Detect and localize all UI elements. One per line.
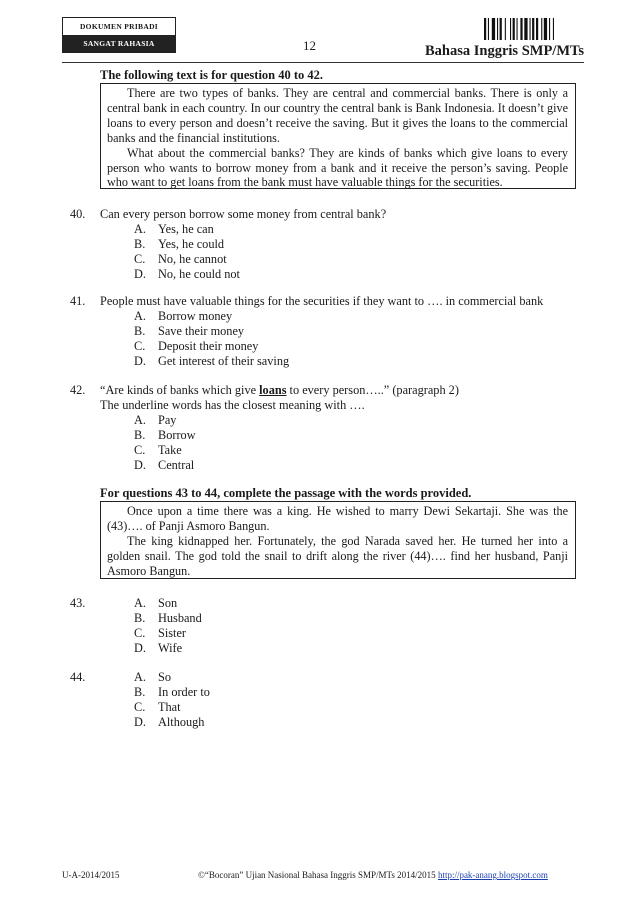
- option-item: C. That: [134, 700, 181, 714]
- passage-banks: [100, 83, 576, 189]
- passage-paragraph: There are two types of banks. They are central and commercial banks. There is only a central bank in each country. In our country the central bank is Bank Indonesia. It doesn’t give loans to every person and doesn’t receive the saving. But it gives the loans to the commercial banks and the financial institutions.: [107, 86, 568, 145]
- question-number: 41.: [70, 294, 86, 308]
- option-item: D. Wife: [134, 641, 183, 655]
- option-item: C. Sister: [134, 626, 187, 640]
- option-item: B. Save their money: [134, 324, 245, 338]
- question-number: 42.: [70, 383, 86, 397]
- option-item: A. So: [134, 670, 171, 684]
- underlined-word: loans: [259, 383, 287, 397]
- option-item: B. Borrow: [134, 428, 196, 442]
- section2-instruction: For questions 43 to 44, complete the passage with the words provided.: [100, 486, 472, 500]
- passage-paragraph: The king kidnapped her. Fortunately, the god Narada saved her. He turned her into a golden snail. The god told the snail to drift along the river (44)…. find her husband, Panji Asmoro Bangun.: [107, 533, 568, 578]
- option-item: D. No, he could not: [134, 267, 240, 281]
- options-list: [134, 222, 240, 282]
- page-number: 12: [303, 38, 316, 53]
- options-list: [134, 309, 289, 369]
- option-item: C. No, he cannot: [134, 252, 227, 266]
- passage-paragraph: Once upon a time there was a king. He wished to marry Dewi Sekartaji. She was the (43)…. of Panji Asmoro Bangun.: [107, 504, 568, 533]
- option-item: B. Yes, he could: [134, 237, 225, 251]
- footer-code: U-A-2014/2015: [62, 870, 120, 880]
- section1-instruction: The following text is for question 40 to 42.: [100, 68, 324, 82]
- question-number: 40.: [70, 207, 86, 221]
- options-list: [134, 413, 196, 473]
- option-item: A. Pay: [134, 413, 177, 427]
- footer-link[interactable]: http://pak-anang.blogspot.com: [437, 870, 548, 880]
- options-list: [134, 596, 202, 656]
- options-list: [134, 670, 210, 730]
- question-text: Can every person borrow some money from central bank?: [100, 207, 387, 221]
- question-text: “Are kinds of banks which give loans to every person…..” (paragraph 2): [100, 383, 459, 397]
- header-divider: [62, 62, 584, 63]
- option-item: D. Although: [134, 715, 205, 729]
- option-item: A. Son: [134, 596, 178, 610]
- question-text-line2: The underline words has the closest meaning with ….: [100, 398, 365, 412]
- option-item: C. Deposit their money: [134, 339, 259, 353]
- option-item: D. Get interest of their saving: [134, 354, 290, 368]
- option-item: D. Central: [134, 458, 195, 472]
- option-item: A. Borrow money: [134, 309, 233, 323]
- question-number: 44.: [70, 670, 86, 684]
- option-item: B. In order to: [134, 685, 210, 699]
- option-item: C. Take: [134, 443, 182, 457]
- footer-credit: ©“Bocoran” Ujian Nasional Bahasa Inggris SMP/MTs 2014/2015 http://pak-anang.blogspot.com: [198, 870, 548, 880]
- doc-label-private: DOKUMEN PRIBADI: [63, 18, 175, 36]
- option-item: B. Husband: [134, 611, 202, 625]
- passage-story: [100, 501, 576, 579]
- passage-paragraph: What about the commercial banks? They are kinds of banks which give loans to every person who wants to borrow money from a bank and it receive the person’s saving. People who want to get loans from the bank must have valuable things for the securities.: [107, 145, 568, 190]
- document-label-box: [62, 17, 176, 53]
- option-item: A. Yes, he can: [134, 222, 214, 236]
- doc-label-secret: SANGAT RAHASIA: [63, 36, 175, 52]
- subject-title: Bahasa Inggris SMP/MTs: [425, 43, 584, 59]
- question-text: People must have valuable things for the securities if they want to …. in commercial bank: [100, 294, 544, 308]
- question-number: 43.: [70, 596, 86, 610]
- barcode-icon: [484, 18, 582, 40]
